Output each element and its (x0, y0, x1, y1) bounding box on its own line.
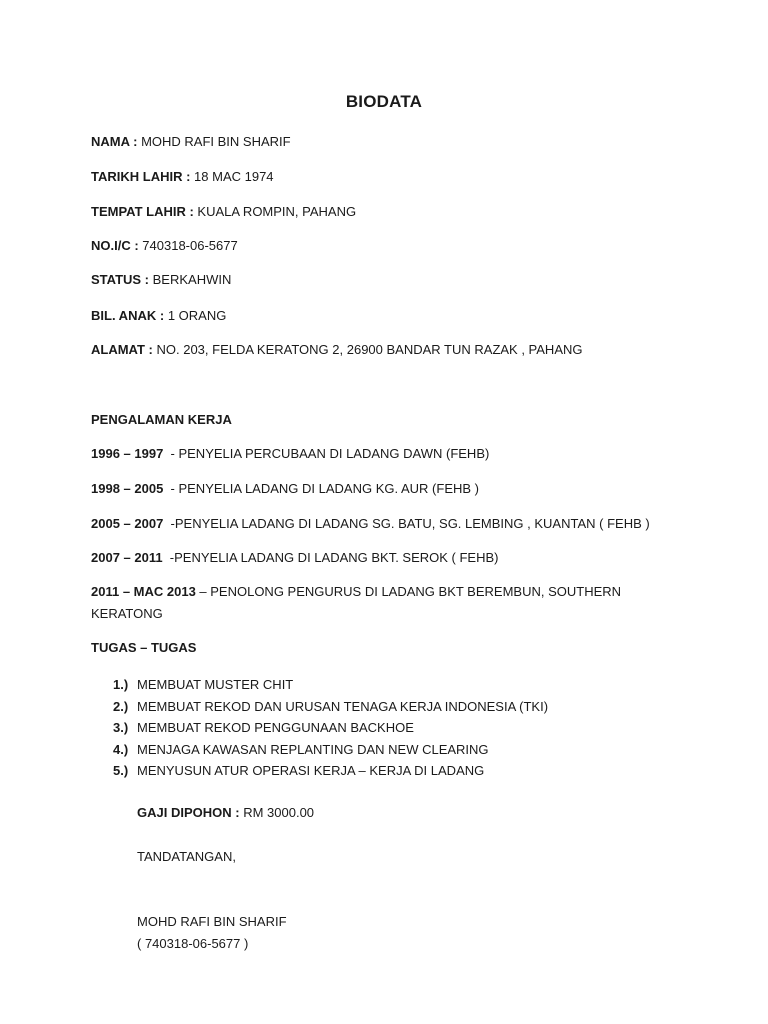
ic-label: NO.I/C : (91, 238, 139, 253)
gaji-row (137, 805, 314, 820)
duty-number: 2.) (113, 698, 129, 714)
experience-desc: -PENYELIA LADANG DI LADANG SG. BATU, SG. LEMBING , KUANTAN ( FEHB ) (163, 516, 650, 531)
experience-desc: - PENYELIA PERCUBAAN DI LADANG DAWN (FEHB) (163, 446, 490, 461)
bil-anak-row (91, 308, 226, 323)
document-title: BIODATA (345, 92, 423, 111)
duty-number: 3.) (113, 720, 129, 735)
gaji-label: GAJI DIPOHON : (137, 805, 240, 820)
tarikh-lahir-value: 18 MAC 1974 (194, 169, 274, 184)
ic-row (91, 238, 238, 253)
nama-value: MOHD RAFI BIN SHARIF (141, 134, 291, 149)
status-value: BERKAHWIN (152, 272, 232, 287)
bil-anak-label: BIL. ANAK : (91, 308, 165, 323)
experience-years: 1996 – 1997 (91, 446, 164, 461)
experience-desc: -PENYELIA LADANG DI LADANG BKT. SEROK ( FEHB) (162, 550, 499, 565)
experience-desc: – PENOLONG PENGURUS DI LADANG BKT BEREMBUN, SOUTHERN KERATONG (91, 584, 622, 621)
experience-item (91, 581, 631, 625)
experience-item (91, 516, 650, 531)
duty-number: 5.) (113, 763, 129, 778)
alamat-value: NO. 203, FELDA KERATONG 2, 26900 BANDAR TUN RAZAK , PAHANG (156, 342, 583, 357)
duty-text: MEMBUAT REKOD DAN URUSAN TENAGA KERJA INDONESIA (TKI) (137, 698, 549, 714)
status-row (91, 272, 231, 287)
experience-years: 1998 – 2005 (91, 481, 164, 496)
experience-item (91, 481, 479, 496)
duty-item (113, 674, 548, 696)
tempat-lahir-label: TEMPAT LAHIR : (91, 204, 194, 219)
experience-item (91, 446, 489, 461)
duty-text: MEMBUAT MUSTER CHIT (137, 677, 294, 692)
tarikh-lahir-label: TARIKH LAHIR : (91, 169, 191, 184)
duty-number: 4.) (113, 741, 129, 757)
duty-text: MENYUSUN ATUR OPERASI KERJA – KERJA DI LADANG (137, 763, 485, 778)
signature-label: TANDATANGAN, (137, 849, 236, 864)
experience-heading: PENGALAMAN KERJA (91, 412, 232, 427)
experience-item (91, 550, 499, 565)
duty-text: MENJAGA KAWASAN REPLANTING DAN NEW CLEARING (137, 741, 489, 757)
tempat-lahir-value: KUALA ROMPIN, PAHANG (197, 204, 357, 219)
status-label: STATUS : (91, 272, 150, 287)
ic-value: 740318-06-5677 (142, 238, 238, 253)
signature-ic: ( 740318-06-5677 ) (137, 936, 249, 951)
experience-years: 2007 – 2011 (91, 550, 163, 565)
duty-item (113, 717, 548, 739)
nama-row (91, 134, 291, 149)
bil-anak-value: 1 ORANG (167, 308, 227, 323)
experience-years: 2011 – MAC 2013 (91, 584, 196, 599)
duty-item (113, 760, 548, 782)
alamat-label: ALAMAT : (91, 342, 153, 357)
duty-item (113, 696, 548, 718)
alamat-row (91, 342, 583, 357)
signature-name: MOHD RAFI BIN SHARIF (137, 914, 287, 929)
experience-years: 2005 – 2007 (91, 516, 164, 531)
duties-list (113, 674, 548, 782)
duty-text: MEMBUAT REKOD PENGGUNAAN BACKHOE (137, 720, 414, 735)
tarikh-lahir-row (91, 169, 274, 184)
gaji-value: RM 3000.00 (243, 805, 315, 820)
nama-label: NAMA : (91, 134, 138, 149)
duty-item (113, 739, 548, 761)
duty-number: 1.) (113, 677, 129, 692)
experience-desc: - PENYELIA LADANG DI LADANG KG. AUR (FEHB ) (163, 481, 479, 496)
tempat-lahir-row (91, 204, 356, 219)
duties-heading: TUGAS – TUGAS (91, 640, 197, 655)
